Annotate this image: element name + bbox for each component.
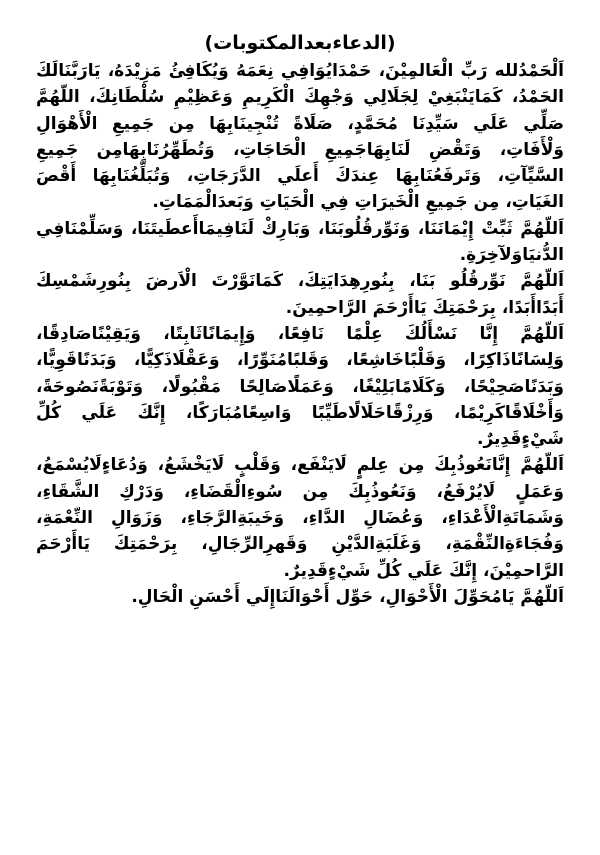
prayer-paragraph-refuge: اَللّهُمَّ إِنَّانَعُوذُبِكَ مِن عِلمٍ لَايَنْفَع، وَقَلْبٍ لَايَخْشَعُ، وَدُعَاءٍلَايُسْمَعُ، وَعَمَلٍ لَايُرْفَعُ، وَنَعُوذُبِكَ مِن سُوءِالْقَضَاءِ، وَدَرْكِ الشَّقَاءِ، وَشَمَاتَةِالْأَعْدَاءِ، وَعُضَالِ الدَّاءِ، وَخَيبَةِالرَّجَاءِ، وَزَوَالِ النِّعْمَةِ، وَفُجَاءَةِالنِّقْمَةِ، وَغَلَبَةِالدَّيْنِ وَقَهرِالرِّجَالِ، بِرَحْمَتِكَ يَاأَرْحَمَ الرَّاحمِيْنَ، إِنَّكَ عَلَي كُلِّ شَيْءٍقَدِيرٌ.	[36, 455, 564, 581]
prayer-paragraph-change: اَللّهُمَّ يَامُحَوِّلَ الْأَحْوَالِ، حَوِّل أَحْوَالَنَاإِلَي أَحْسَنِ الْحَالِ.	[131, 586, 564, 607]
prayer-paragraph-faith: اَللّهُمَّ ثَبِّتْ إِيْمَانَنَا، وَنَوِّرقُلُوبَنَا، وَبَارِكْ لَنَافِيمَاأَعطَيتَنَا، وَسَلِّمْنَافِي الدُّنيَاوَلآخِرَةِ.	[36, 218, 564, 266]
document-title: (الدعاءبعدالمكتوبات)	[204, 32, 396, 54]
prayer-paragraph-request: اَللّهُمَّ إِنَّا نَسْأَلُكَ عِلْمًا نَافِعًا، وَإِيمَانًاثَابِتًا، وَيَقِيْنًاصَادِقًا، وَلِسَانًاذَاكِرًا، وَقَلْبًاخَاشِعًا، وَقَلبًامُنَوِّرًا، وَعَقْلَاذَكِيًّا، وَبَدَنًاقَوِيًّا، وَبَدَنًاصَحِيْحًا، وَكَلَامًابَلِيْغًا، وَعَمَلًاصَالِحًا مَقْبُولًا، وَتَوْبَةًنَصُوحَةً، وَأَخْلَاقًاكَرِيْمًا، وَرِزْقًاحَلَالًاطَيِّبًا وَاسِعًامُبَارَكًا، إِنَّكَ عَلَي كُلِّ شَيْءٍقَدِيرٌ.	[36, 323, 564, 450]
prayer-paragraph-praise: اَلْحَمْدُلله رَبِّ الْعَالمِيْنَ، حَمْدَايُوَافِي نِعَمَهُ وَيُكَافِئُ مَزِيْدَهُ، يَارَبَّنَالَكَ الحَمْدُ، كَمَايَنْبَغِيْ لِجَلَالِي وَجْهِكَ الْكَرِيمِ وَعَظِيْمِ سُلْطَانِكَ، اللّهُمَّ صَلِّي عَلَي سَيِّدِنَا مُحَمَّدٍ، صَلَاةً تُنْجِينَابِهَا مِن جَمِيعِ الْأَهْوَالِ وَلْأَفَاتِ، وَتَقْضِ لَنَابِهَاجَمِيعِ الْحَاجَاتِ، وَتُطَهِّرُنَابِهَامِن جَمِيعِ السَّيِّآتِ، وَتَرفَعُنَابِهَا عِندَكَ أَعلَي الدَّرَجَاتِ، وَتُبَلِّغُنَابِهَا أَقْصَ الغَيَاتِ، مِن جَمِيعِ الْخَيرَاتِ فِي الْحَيَاتِ وَبَعدَالْمَمَاتِ.	[36, 61, 564, 213]
prayer-paragraph-light: اَللّهُمَّ نَوِّرقُلُو بَنَا، بِنُورِهِدَايَتِكَ، كَمَانَوَّرْتَ الْاَرضَ بِنُورِشَمْسِكَ أَبَدًاأَبَدًا، بِرَحْمَتِكَ يَاأَرْحَمَ الرَّاحمِينَ.	[36, 271, 564, 318]
prayer-body	[36, 58, 564, 610]
